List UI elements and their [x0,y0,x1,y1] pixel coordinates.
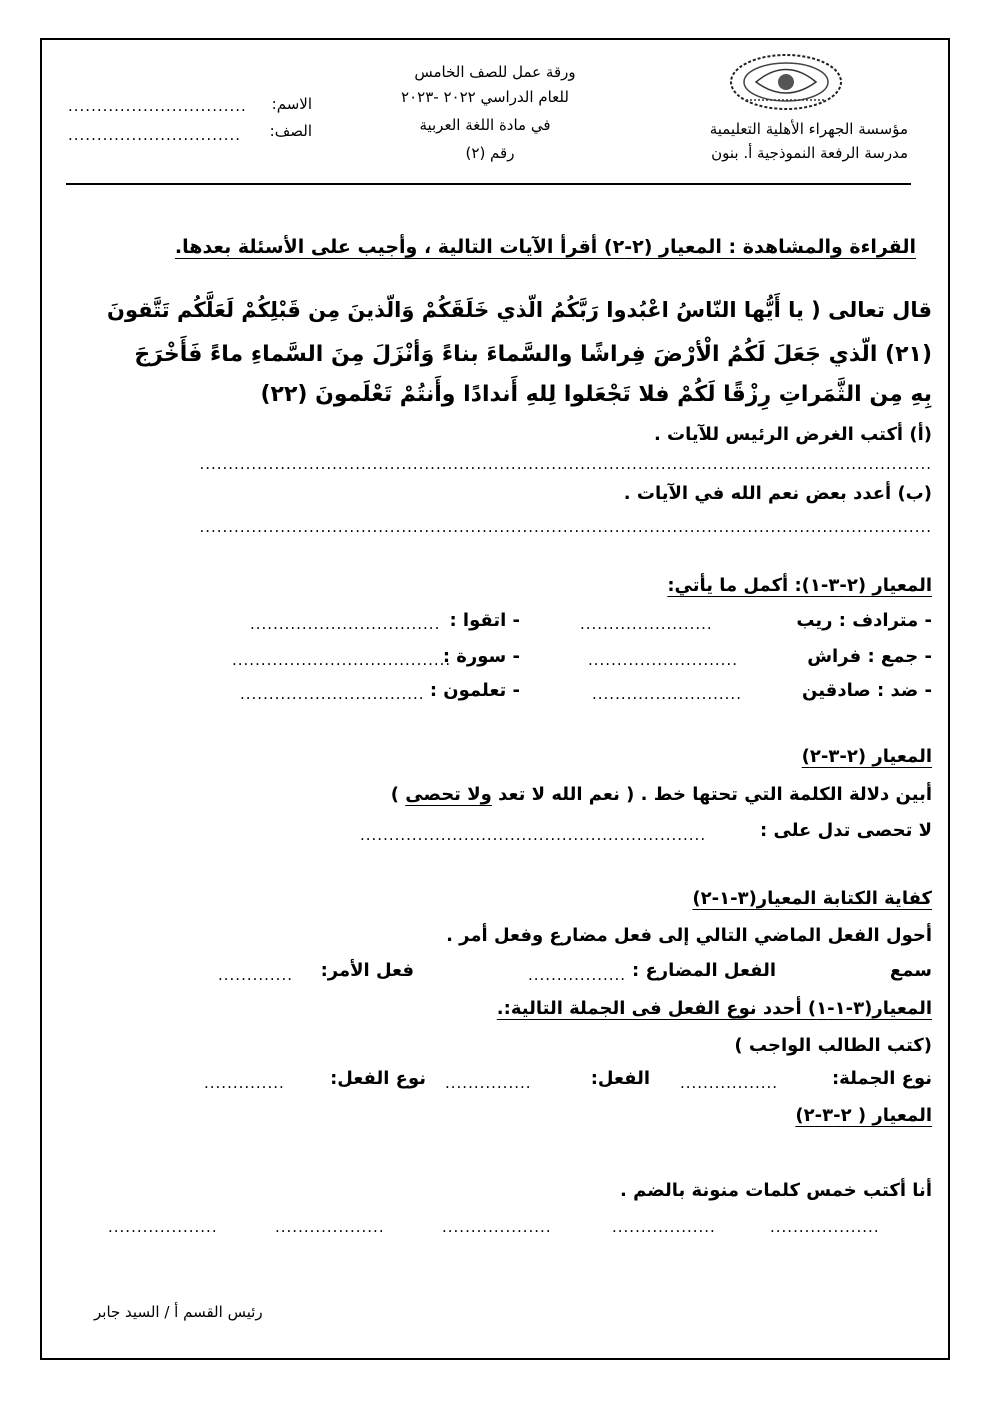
name-field[interactable]: ............................... [68,97,247,115]
section3-answer-blank[interactable]: ............................................................ [360,826,707,844]
word-blank-2[interactable]: .................. [612,1218,716,1236]
verse-line-3: بِهِ مِن الثَّمَراتِ رِزْقًا لَكُمْ فلا تَجْعَلوا لِلهِ أَندادًا وأَنتُمْ تَعْلَمونَ (٢٢) [260,382,932,407]
complete-row-3-left-blank[interactable]: ................................ [240,685,425,703]
word-blank-5[interactable]: ................... [108,1218,218,1236]
section3-title: المعيار (٢-٣-٢) [801,746,932,767]
verb-label: الفعل: [590,1068,650,1089]
school-name: مدرسة الرفعة النموذجية أ. بنون [711,144,908,162]
section3-answer-label: لا تحصى تدل على : [760,820,932,841]
word-blank-4[interactable]: ................... [275,1218,385,1236]
complete-row-3-label: - ضد : صادقين [802,680,932,701]
verb-sama: سمع [889,960,932,981]
word-blank-1[interactable]: ................... [770,1218,880,1236]
question-a: (أ) أكتب الغرض الرئيس للآيات . [653,424,932,445]
title-line-1: ورقة عمل للصف الخامس [414,63,576,81]
word-blank-3[interactable]: ................... [442,1218,552,1236]
department-head-signature: رئيس القسم أ / السيد جابر [94,1303,263,1321]
section4-title: كفاية الكتابة المعيار(٣-١-٢) [692,888,932,909]
name-label: الاسم: [271,95,312,113]
present-label: الفعل المضارع : [632,960,776,981]
answer-line-b[interactable]: ............................................................................................................................... [199,518,932,536]
instruction-prefix: أبين دلالة الكلمة التي تحتها خط . ( نعم الله لا تعد [491,784,932,805]
section6-title: المعيار ( ٢-٣-٢) [795,1105,932,1126]
class-label: الصف: [269,122,312,140]
complete-row-1-blank[interactable]: ....................... [580,615,713,633]
section5-title: المعيار(٣-١-١) أحدد نوع الفعل فى الجملة التالية:. [496,998,932,1019]
complete-row-2-left-blank[interactable]: ...................................... [232,651,452,669]
answer-line-a[interactable]: ............................................................................................................................... [199,455,932,473]
section5-sentence: (كتب الطالب الواجب ) [734,1035,932,1056]
verb-type-blank[interactable]: .............. [204,1074,285,1092]
complete-row-2-label: - جمع : فراش [807,646,932,667]
verb-type-label: نوع الفعل: [330,1068,426,1089]
underlined-phrase: ولا تحصى [405,784,492,805]
section4-instruction: أحول الفعل الماضي التالي إلى فعل مضارع وفعل أمر . [446,925,932,946]
sentence-type-label: نوع الجملة: [831,1068,932,1089]
class-field[interactable]: .............................. [68,126,242,144]
section1-title: القراءة والمشاهدة : المعيار (٢-٢) أقرأ الآيات التالية ، وأجيب على الأسئلة بعدها. [174,236,916,258]
header-divider [66,183,911,185]
imperative-blank[interactable]: ............. [218,966,293,984]
complete-row-1-label: - مترادف : ريب [796,610,932,631]
imperative-label: فعل الأمر: [320,960,414,981]
title-line-3: في مادة اللغة العربية [419,116,551,134]
section2-title: المعيار (٢-٣-١): أكمل ما يأتي: [667,575,932,596]
verb-blank[interactable]: ............... [445,1074,532,1092]
section6-instruction: أنا أكتب خمس كلمات منونة بالضم . [620,1180,932,1201]
complete-row-1-left-blank[interactable]: ................................. [250,615,441,633]
present-blank[interactable]: ................. [528,966,627,984]
verse-line-2: (٢١) الّذي جَعَلَ لَكُمُ الْأرْضَ فِراشًا والسَّماءَ بناءً وَأنْزَلَ مِنَ السَّماءِ ماءً فَأَخْرَجَ [134,342,932,367]
verse-line-1: قال تعالى ( يا أَيُّها النّاسُ اعْبُدوا رَبَّكُمُ الّذي خَلَقَكُمْ وَالّذينَ مِن قَبْلِكُمْ لَعَلَّكُم تَتَّقونَ [107,298,932,322]
complete-row-2-left-label: - سورة : [442,646,520,667]
sentence-type-blank[interactable]: ................. [680,1074,779,1092]
complete-row-3-left-label: - تعلمون : [429,680,520,701]
complete-row-3-blank[interactable]: .......................... [592,685,742,703]
title-line-2: للعام الدراسي ٢٠٢٢ -٢٠٢٣ [401,88,569,106]
school-logo [726,52,846,114]
complete-row-2-blank[interactable]: .......................... [588,651,738,669]
instruction-suffix: ) [390,784,406,805]
title-line-4: رقم (٢) [465,144,515,162]
complete-row-1-left-label: - اتقوا : [449,610,520,631]
question-b: (ب) أعدد بعض نعم الله في الآيات . [623,483,932,504]
institution-name: مؤسسة الجهراء الأهلية التعليمية [709,120,908,138]
section3-instruction [391,784,932,805]
